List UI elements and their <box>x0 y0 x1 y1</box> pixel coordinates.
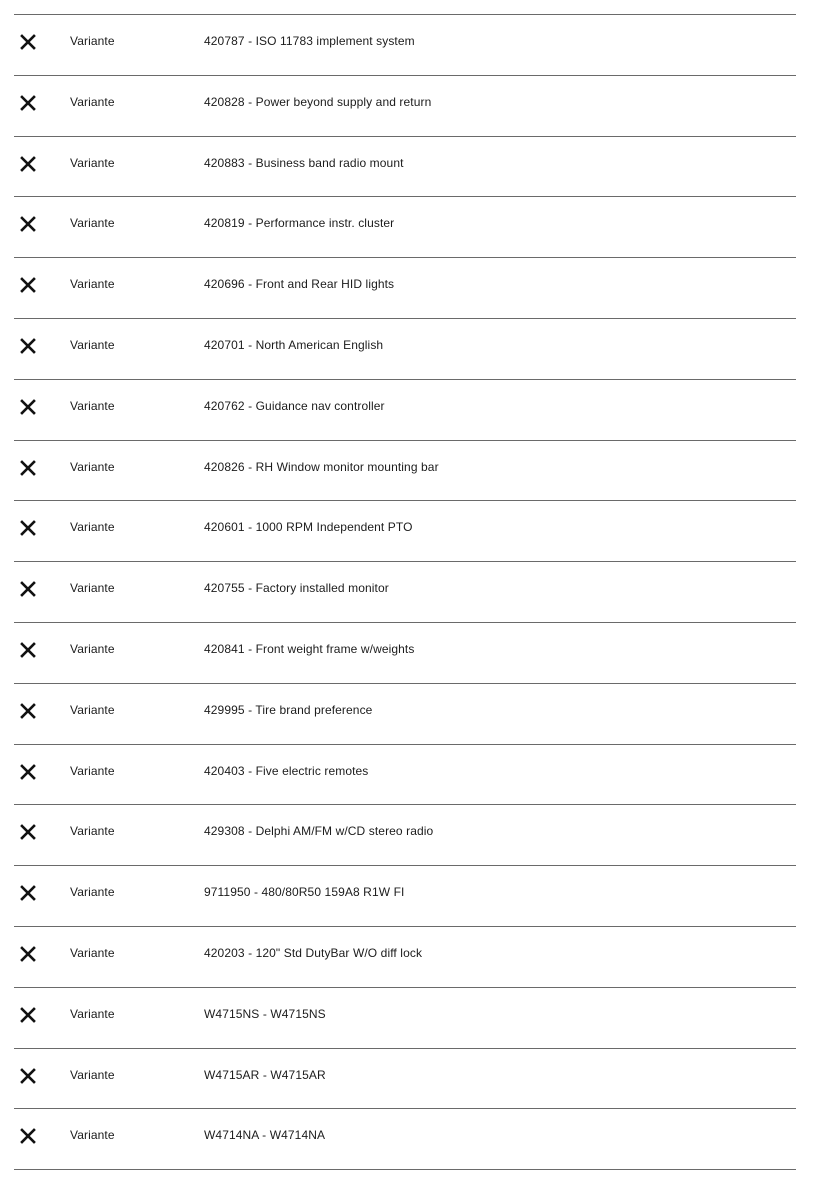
list-item <box>0 196 828 256</box>
row-type-label: Variante <box>70 824 115 838</box>
list-item <box>0 440 828 500</box>
row-description: 420762 - Guidance nav controller <box>204 399 385 413</box>
row-type-label: Variante <box>70 764 115 778</box>
row-type-label: Variante <box>70 581 115 595</box>
row-description: W4715AR - W4715AR <box>204 1068 326 1082</box>
row-description: 420883 - Business band radio mount <box>204 156 404 170</box>
list-item <box>0 804 828 864</box>
list-item <box>0 1108 828 1168</box>
row-description: W4715NS - W4715NS <box>204 1007 326 1021</box>
close-x-icon <box>19 398 37 416</box>
close-x-icon <box>19 580 37 598</box>
close-x-icon <box>19 215 37 233</box>
list-item <box>0 1048 828 1108</box>
list-item <box>0 318 828 378</box>
row-type-label: Variante <box>70 338 115 352</box>
row-description: 420696 - Front and Rear HID lights <box>204 277 395 291</box>
list-item <box>0 865 828 925</box>
close-x-icon <box>19 1127 37 1145</box>
row-type-label: Variante <box>70 1068 115 1082</box>
row-type-label: Variante <box>70 885 115 899</box>
row-type-label: Variante <box>70 399 115 413</box>
row-type-label: Variante <box>70 642 115 656</box>
row-type-label: Variante <box>70 1128 115 1142</box>
row-description: 429308 - Delphi AM/FM w/CD stereo radio <box>204 824 434 838</box>
close-x-icon <box>19 884 37 902</box>
list-item <box>0 75 828 135</box>
close-x-icon <box>19 276 37 294</box>
close-x-icon <box>19 459 37 477</box>
row-type-label: Variante <box>70 703 115 717</box>
row-description: 420701 - North American English <box>204 338 384 352</box>
close-x-icon <box>19 94 37 112</box>
close-x-icon <box>19 823 37 841</box>
row-description: 429995 - Tire brand preference <box>204 703 373 717</box>
close-x-icon <box>19 945 37 963</box>
list-item <box>0 14 828 74</box>
close-x-icon <box>19 763 37 781</box>
close-x-icon <box>19 702 37 720</box>
list-item <box>0 561 828 621</box>
list-item <box>0 500 828 560</box>
close-x-icon <box>19 641 37 659</box>
list-item <box>0 257 828 317</box>
list-item <box>0 136 828 196</box>
row-type-label: Variante <box>70 946 115 960</box>
row-type-label: Variante <box>70 156 115 170</box>
row-type-label: Variante <box>70 34 115 48</box>
row-description: 420841 - Front weight frame w/weights <box>204 642 415 656</box>
row-description: 420787 - ISO 11783 implement system <box>204 34 415 48</box>
row-description: W4714NA - W4714NA <box>204 1128 326 1142</box>
close-x-icon <box>19 1006 37 1024</box>
row-type-label: Variante <box>70 460 115 474</box>
list-item <box>0 926 828 986</box>
row-description: 420828 - Power beyond supply and return <box>204 95 432 109</box>
close-x-icon <box>19 155 37 173</box>
row-type-label: Variante <box>70 95 115 109</box>
row-description: 420601 - 1000 RPM Independent PTO <box>204 520 413 534</box>
row-type-label: Variante <box>70 216 115 230</box>
row-description: 420819 - Performance instr. cluster <box>204 216 395 230</box>
row-divider <box>14 1169 796 1170</box>
row-type-label: Variante <box>70 277 115 291</box>
row-description: 9711950 - 480/80R50 159A8 R1W FI <box>204 885 405 899</box>
row-description: 420203 - 120" Std DutyBar W/O diff lock <box>204 946 423 960</box>
row-description: 420755 - Factory installed monitor <box>204 581 389 595</box>
list-item <box>0 622 828 682</box>
list-item <box>0 379 828 439</box>
row-type-label: Variante <box>70 1007 115 1021</box>
close-x-icon <box>19 337 37 355</box>
row-description: 420826 - RH Window monitor mounting bar <box>204 460 439 474</box>
list-item <box>0 744 828 804</box>
list-item <box>0 683 828 743</box>
row-type-label: Variante <box>70 520 115 534</box>
close-x-icon <box>19 519 37 537</box>
close-x-icon <box>19 1067 37 1085</box>
list-item <box>0 987 828 1047</box>
row-description: 420403 - Five electric remotes <box>204 764 369 778</box>
close-x-icon <box>19 33 37 51</box>
